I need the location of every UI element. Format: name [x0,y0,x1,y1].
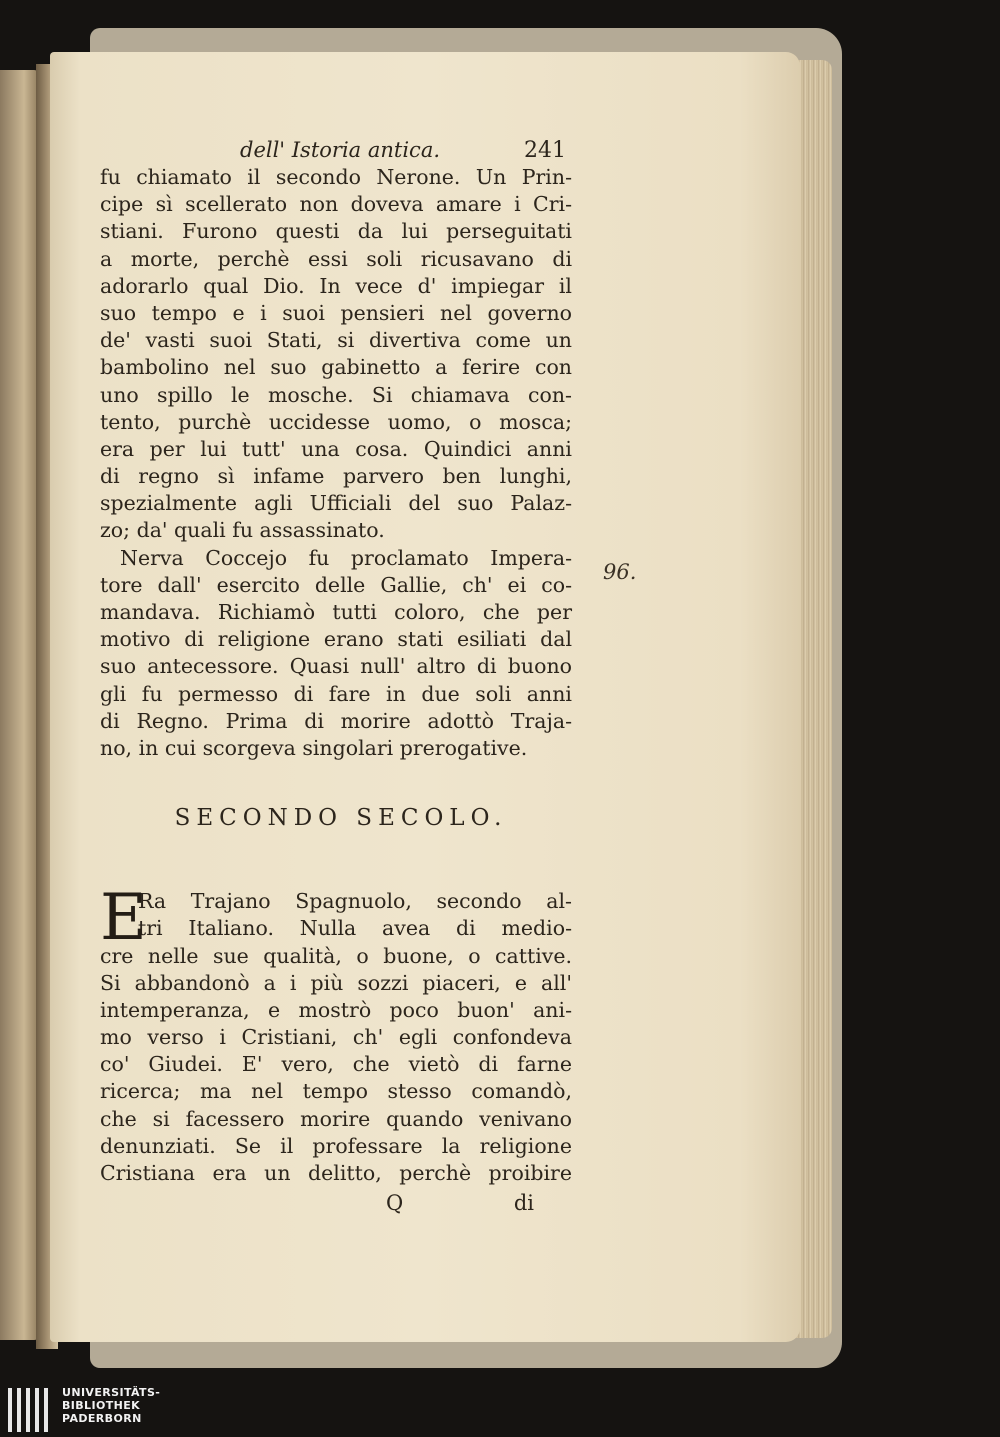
catchword: di [513,1191,534,1216]
text-line: cre nelle sue qualità, o buone, o cattive. [100,943,572,968]
drop-cap: E [100,881,147,956]
text-line: cipe sì scellerato non doveva amare i Cri- [100,192,572,217]
text-line: spezialmente agli Ufficiali del suo Palaz- [100,491,572,516]
text-line: zo; da' quali fu assassinato. [100,518,385,543]
text-line: intemperanza, e mostrò poco buon' ani- [100,997,572,1022]
text-line: stiani. Furono questi da lui perseguitati [100,219,572,244]
page-number: 241 [524,138,566,163]
text-line: mandava. Richiamò tutti coloro, che per [100,600,572,624]
text-line: Cristiana era un delitto, perchè proibire [100,1161,572,1185]
text-line: no, in cui scorgeva singolari prerogative. [100,735,528,760]
facing-page-edge [0,70,40,1340]
text-line: denunziati. Se il professare la religione [100,1133,572,1158]
text-line: fu chiamato il secondo Nerone. Un Prin- [100,165,572,189]
text-line: adorarlo qual Dio. In vece d' impiegar il [100,273,572,298]
text-line: di regno sì infame parvero ben lunghi, [100,464,572,489]
page-text [100,134,572,1219]
text-line: ricerca; ma nel tempo stesso comandò, [100,1079,572,1104]
text-line: Si abbandonò a i più sozzi piaceri, e all' [100,970,572,995]
text-line: tore dall' esercito delle Gallie, ch' ei co- [100,572,572,597]
text-line: che si facessero morire quando venivano [100,1106,572,1131]
paragraph-nerva [100,545,572,763]
text-line: a morte, perchè essi soli ricusavano di [100,246,572,271]
text-line: tri Italiano. Nulla avea di medio- [138,916,572,941]
text-line: mo verso i Cristiani, ch' egli confondeva [100,1025,572,1050]
running-head [100,134,572,164]
section-heading: SECONDO SECOLO. [174,805,508,832]
text-line: de' vasti suoi Stati, si divertiva come un [100,328,572,353]
paragraph-trajan [100,943,572,1188]
text-line: di Regno. Prima di morire adottò Traja- [100,708,572,733]
text-line: gli fu permesso di fare in due soli anni [100,681,572,706]
page-footer [100,1189,572,1219]
library-logo-text: UNIVERSITÄTS- BIBLIOTHEK PADERBORN [62,1386,161,1425]
text-line: suo tempo e i suoi pensieri nel governo [100,300,572,325]
text-line: motivo di religione erano stati esiliati dal [100,627,572,652]
running-head-title: dell' Istoria antica. [240,138,441,162]
text-line: co' Giudei. E' vero, che vietò di farne [100,1052,572,1077]
library-logo-icon [8,1388,54,1434]
text-line: suo antecessore. Quasi null' altro di buono [100,654,572,679]
text-line: bambolino nel suo gabinetto a ferire con [100,355,572,380]
signature-mark: Q [386,1191,404,1216]
text-line: uno spillo le mosche. Si chiamava con- [100,382,572,407]
paragraph-domitian [100,164,572,545]
text-line: Ra Trajano Spagnuolo, secondo al- [138,889,572,914]
text-line: tento, purchè uccidesse uomo, o mosca; [100,409,572,434]
text-line: Nerva Coccejo fu proclamato Impera- [120,545,572,570]
library-logo [8,1386,208,1434]
text-line: era per lui tutt' una cosa. Quindici anni [100,436,572,461]
margin-note: 96. [603,560,637,584]
